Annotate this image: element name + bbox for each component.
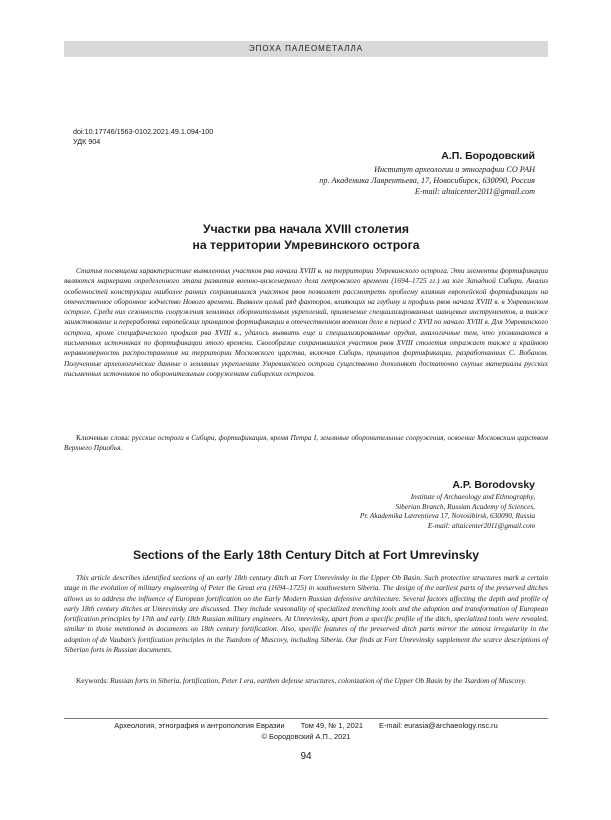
affiliation-ru-line: пр. Академика Лаврентьева, 17, Новосибирск, 630090, Россия xyxy=(319,176,535,185)
keywords-ru-label: Ключевые слова: xyxy=(76,433,130,442)
page-number: 94 xyxy=(300,751,312,762)
affiliation-ru-line: Институт археологии и этнографии СО РАН xyxy=(374,165,535,174)
affiliation-ru xyxy=(319,164,535,197)
author-ru: А.П. Бородовский xyxy=(441,150,535,162)
footer-rule xyxy=(64,718,548,719)
affiliation-ru-line: E-mail: altaicenter2011@gmail.com xyxy=(414,187,535,196)
abstract-en: This article describes identified sections of an early 18th century ditch at Fort Umrevinsky in the Upper Ob Basin. Such protective structures mark a certain stage in the evolution of military engineering of Peter the Great era (1694–1725) in southwestern Siberia. The design of the earliest parts of the preserved ditches allows us to address the influence of European fortification on the Early Modern Russian defensive architecture. Several factors affecting the depth and profile of early 18th century ditches at Umrevinsky are discussed. They include seasonality of specialized trenching tools and the adoption and transformation of European fortification principles by 17th and early 18th Russian military engineers. At Umrevinsky, apart from a specific profile of the ditch, specialized tools were revealed, similar to those mentioned in documents on 18th century fortification. Also, specific features of the preserved ditch parts mirror the utmost irregularity in the adoption of de Vauban's fortification principles in the Tsardom of Muscovy, including Siberia. Our finds at Fort Umrevinsky supplement the scarce descriptions of Siberian forts in Russian documents. xyxy=(64,573,548,655)
author-en: A.P. Borodovsky xyxy=(452,479,535,491)
doi: doi:10.17746/1563-0102.2021.49.1.094-100 xyxy=(73,127,214,136)
footer-year: 2021 xyxy=(346,721,363,730)
footer-journal-line xyxy=(64,721,548,731)
title-ru xyxy=(64,221,548,253)
title-ru-line: на территории Умревинского острога xyxy=(192,238,420,252)
keywords-en-text: Russian forts in Siberia, fortification, Peter I era, earthen defense structures, colonization of the Upper Ob Basin by the Tsardom of Muscovy. xyxy=(110,676,527,685)
title-ru-line: Участки рва начала XVIII столетия xyxy=(203,222,409,236)
footer-email: E-mail: eurasia@archaeology.nsc.ru xyxy=(379,721,498,730)
affiliation-en-line: E-mail: altaicenter2011@gmail.com xyxy=(427,520,535,530)
keywords-ru xyxy=(64,433,548,454)
keywords-en xyxy=(64,676,548,686)
affiliation-en xyxy=(360,492,535,530)
running-header: ЭПОХА ПАЛЕОМЕТАЛЛА xyxy=(64,41,548,57)
footer-issue: № 1, xyxy=(328,721,345,730)
udk: УДК 904 xyxy=(73,137,101,146)
affiliation-en-line: Siberian Branch, Russian Academy of Sciences, xyxy=(395,501,535,511)
affiliation-en-line: Institute of Archaeology and Ethnography, xyxy=(410,492,535,501)
title-en: Sections of the Early 18th Century Ditch at Fort Umrevinsky xyxy=(132,548,480,562)
abstract-ru: Статья посвящена характеристике выявленных участков рва начала XVIII в. на территории Умревинского острога. Эти элементы фортификации являются маркерами определенного этапа развития военно-инженерного дела петровского времени (1694–1725 гг.) на юге Западной Сибири. Анализ особенностей конструкции наиболее ранних сохранившихся участков рвов позволяет рассмотреть проблему влияния европейской фортификации на отечественное оборонное зодчество Нового времени. Выявлен целый ряд факторов, влияющих на глубину и профиль рвов начала XVIII в. в Умревинском остроге. Среди них сезонность сооружения земляных оборонительных укреплений, применение специализированных шанцевых инструментов, а также заимствование и переработка европейских принципов фортификации в отечественном военном деле в период с XVII по начало XVIII в. Для Умревинского острога, кроме специфического профиля рва XVIII в., удалось выявить еще и специализированные орудия, аналогичные тем, что упоминаются в письменных источниках по фортификации этого времени. Своеобразие сохранившихся участков рвов XVIII столетия отражает также и крайнюю неравномерность распространения на территории Московского царства, включая Сибирь, принципов фортификации, разработанных С. Вобаном. Полученные археологические данные о земляных укреплениях Умревинского острога существенно дополняют достаточно скупые материалы русских письменных источников по оборонительным сооружениям сибирских острогов. xyxy=(64,266,548,378)
footer-copyright: © Бородовский А.П., 2021 xyxy=(261,732,351,741)
keywords-ru-text: русские остроги в Сибири, фортификация, время Петра I, земляные оборонительные сооружения, освоение Московским царством Верхнего Приобья. xyxy=(64,433,548,453)
footer-journal: Археология, этнография и антропология Евразии xyxy=(114,721,285,730)
keywords-en-label: Keywords: xyxy=(76,676,109,685)
footer-volume: Том 49, xyxy=(300,721,327,730)
affiliation-en-line: Pr. Akademika Lavrentieva 17, Novosibirsk, 630090, Russia xyxy=(359,511,535,521)
